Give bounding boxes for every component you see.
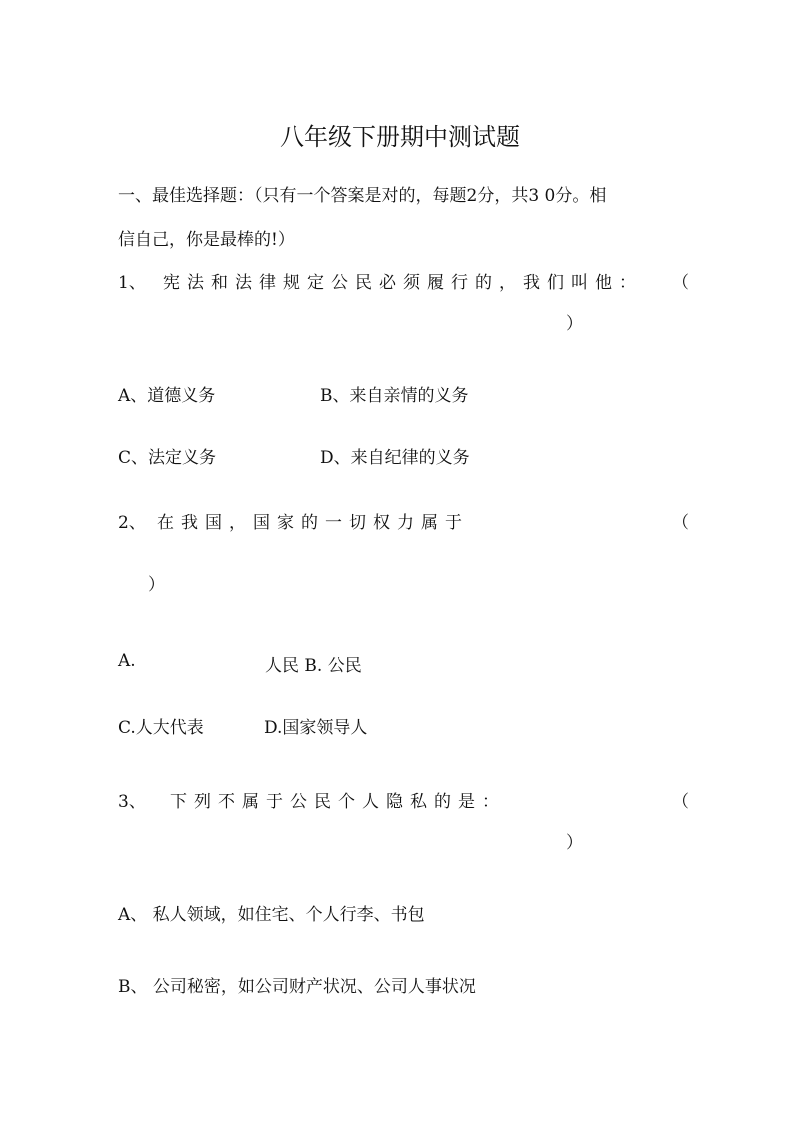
question-3-number: 3、 xyxy=(118,792,146,812)
question-1-option-d: D、来自纪律的义务 xyxy=(320,448,470,468)
section-heading-line2: 信自己，你是最棒的!） xyxy=(118,230,295,250)
question-1-close-paren: ） xyxy=(566,314,583,334)
question-2-option-a: A. xyxy=(118,651,136,671)
question-3-option-b: B、 公司秘密，如公司财产状况、公司人事状况 xyxy=(118,977,476,997)
question-1-number: 1、 xyxy=(118,273,146,293)
question-2-option-c: C.人大代表 xyxy=(118,718,204,738)
question-1-open-paren: （ xyxy=(672,273,689,293)
question-2-close-paren: ） xyxy=(148,575,165,595)
question-2-stem: 在我国，国家的一切权力属于 xyxy=(157,513,469,533)
question-2-number: 2、 xyxy=(118,513,146,533)
question-3-close-paren: ） xyxy=(566,833,583,853)
question-1-option-b: B、来自亲情的义务 xyxy=(320,386,469,406)
question-3-open-paren: （ xyxy=(672,792,689,812)
question-1-option-c: C、法定义务 xyxy=(118,448,217,468)
question-2-open-paren: （ xyxy=(672,513,689,533)
question-1-option-a: A、道德义务 xyxy=(118,386,216,406)
page-title: 八年级下册期中测试题 xyxy=(280,123,520,151)
section-heading-line1: 一、最佳选择题：（只有一个答案是对的，每题2分，共3 0分。相 xyxy=(118,186,607,206)
question-2-option-d: D.国家领导人 xyxy=(264,718,368,738)
question-2-option-a-b-text: 人民 B. 公民 xyxy=(265,656,362,676)
question-1-stem: 宪法和法律规定公民必须履行的，我们叫他： xyxy=(163,273,643,293)
question-3-option-a: A、 私人领域，如住宅、个人行李、书包 xyxy=(118,905,425,925)
question-3-stem: 下列不属于公民个人隐私的是： xyxy=(170,792,506,812)
